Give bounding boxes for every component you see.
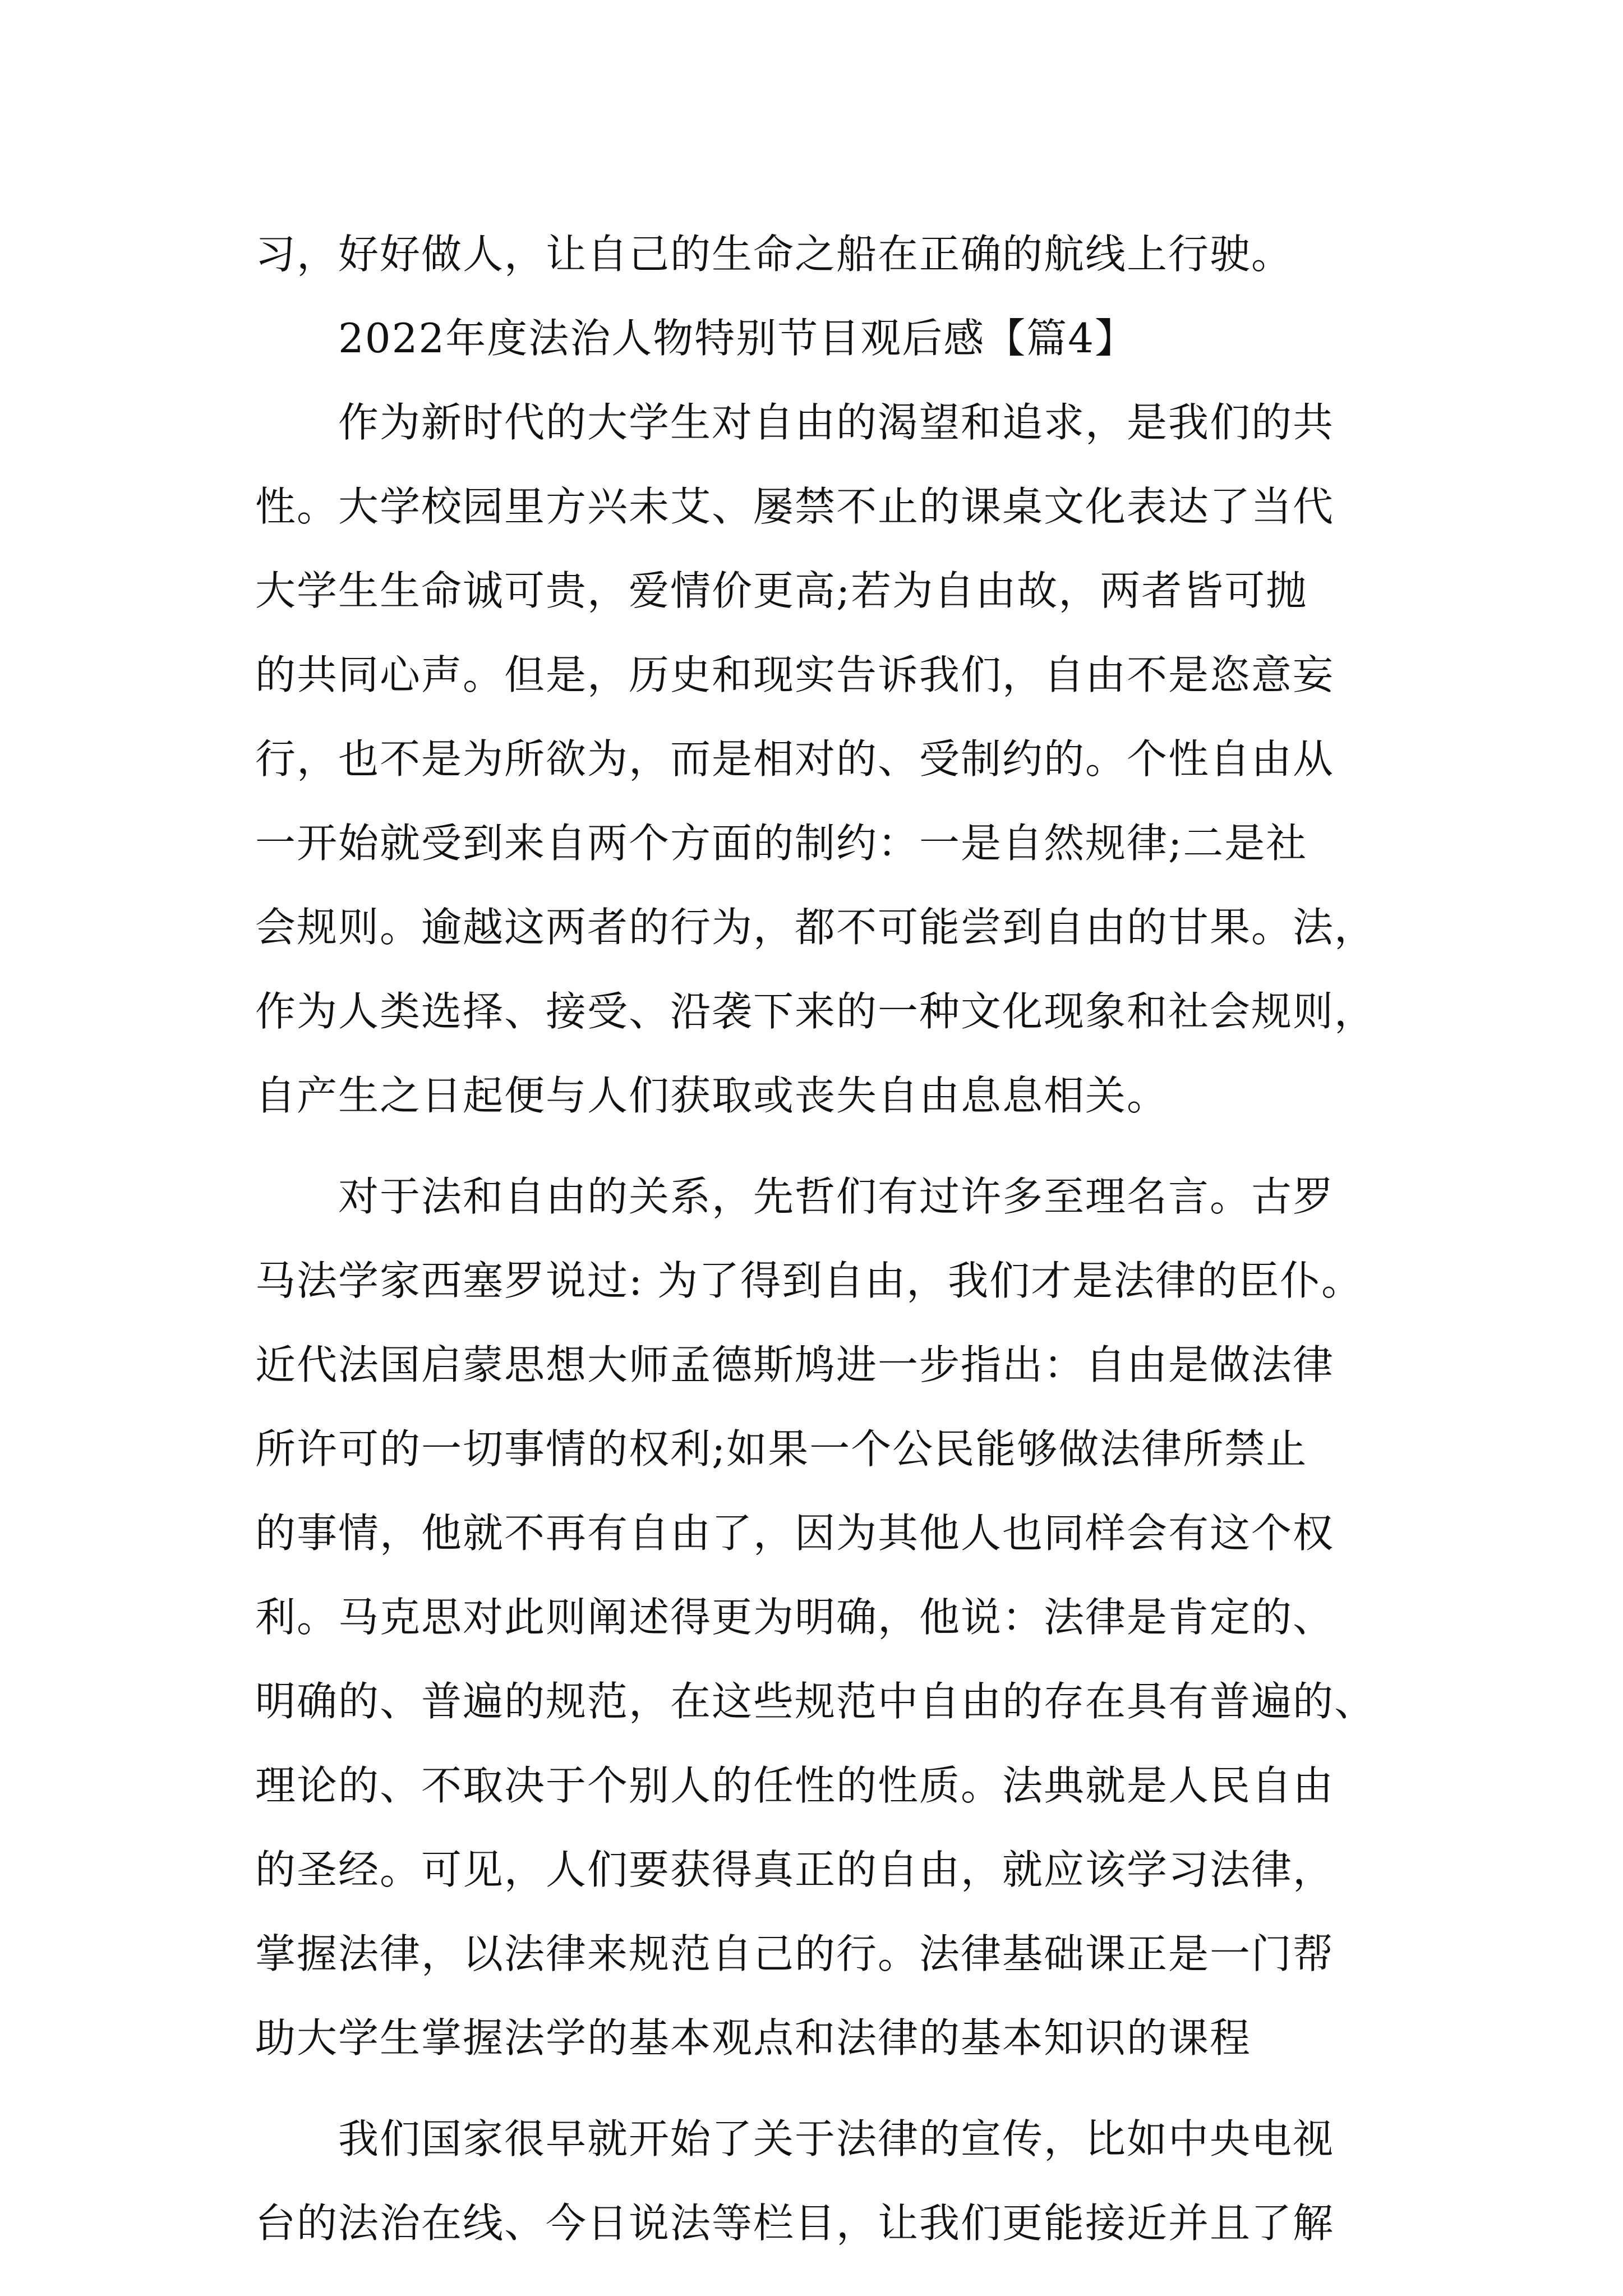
- paragraph-gap: [255, 1138, 1382, 1154]
- text-line: 利。马克思对此则阐述得更为明确，他说：法律是肯定的、: [255, 1594, 1335, 1641]
- text-line: 大学生生命诚可贵，爱情价更高;若为自由故，两者皆可抛: [255, 567, 1308, 614]
- text-line: 一开始就受到来自两个方面的制约：一是自然规律;二是社: [255, 820, 1308, 867]
- text-line: 习，好好做人，让自己的生命之船在正确的航线上行驶。: [255, 231, 1293, 278]
- text-line: 掌握法律，以法律来规范自己的行。法律基础课正是一门帮: [255, 1930, 1335, 1977]
- text-line: 我们国家很早就开始了关于法律的宣传，比如中央电视: [338, 2115, 1335, 2162]
- paragraph-gap: [255, 2080, 1382, 2097]
- text-line: 的事情，他就不再有自由了，因为其他人也同样会有这个权: [255, 1510, 1335, 1557]
- text-line: 马法学家西塞罗说过: 为了得到自由，我们才是法律的臣仆。: [255, 1257, 1363, 1304]
- text-line: 助大学生掌握法学的基本观点和法律的基本知识的课程: [255, 2014, 1252, 2062]
- section-heading: 2022年度法治人物特别节目观后感【篇4】: [338, 315, 1137, 362]
- text-line: 台的法治在线、今日说法等栏目，让我们更能接近并且了解: [255, 2200, 1335, 2247]
- text-line: 的圣经。可见，人们要获得真正的自由，就应该学习法律，: [255, 1846, 1335, 1893]
- text-line: 理论的、不取决于个别人的任性的性质。法典就是人民自由: [255, 1762, 1335, 1809]
- text-line: 对于法和自由的关系，先哲们有过许多至理名言。古罗: [338, 1173, 1335, 1220]
- text-line: 作为新时代的大学生对自由的渴望和追求，是我们的共: [338, 399, 1335, 446]
- text-line: 作为人类选择、接受、沿袭下来的一种文化现象和社会规则，: [255, 988, 1376, 1035]
- text-line: 会规则。逾越这两者的行为，都不可能尝到自由的甘果。法，: [255, 904, 1376, 951]
- text-line: 明确的、普遍的规范，在这些规范中自由的存在具有普遍的、: [255, 1678, 1376, 1725]
- text-line: 近代法国启蒙思想大师孟德斯鸠进一步指出：自由是做法律: [255, 1341, 1335, 1388]
- text-line: 所许可的一切事情的权利;如果一个公民能够做法律所禁止: [255, 1425, 1308, 1473]
- text-line: 的共同心声。但是，历史和现实告诉我们，自由不是恣意妄: [255, 651, 1335, 698]
- body-text: [255, 212, 1382, 2265]
- text-line: 性。大学校园里方兴未艾、屡禁不止的课桌文化表达了当代: [255, 483, 1335, 530]
- text-line: 行，也不是为所欲为，而是相对的、受制约的。个性自由从: [255, 735, 1335, 783]
- text-line: 自产生之日起便与人们获取或丧失自由息息相关。: [255, 1072, 1169, 1119]
